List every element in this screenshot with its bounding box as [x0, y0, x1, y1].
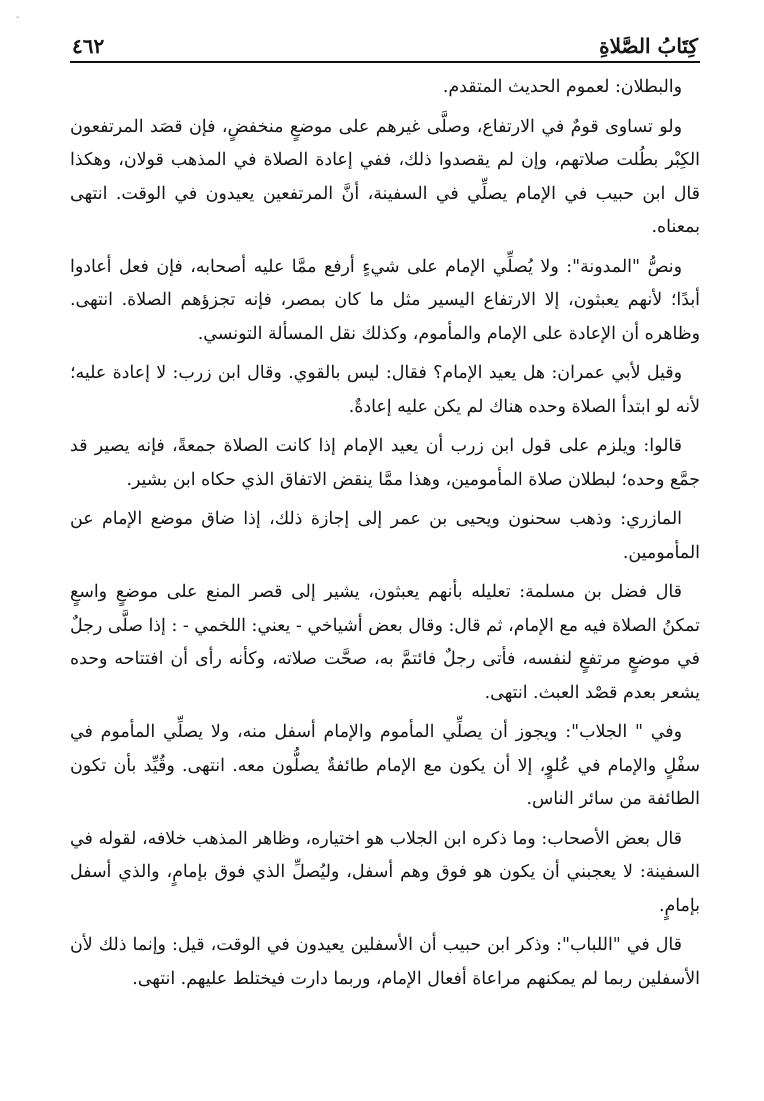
paragraph: ونصُّ "المدونة": ولا يُصلِّي الإمام على شيءٍ أرفع ممَّا عليه أصحابه، فإن فعل أعادوا أبدًا؛ لأنهم يعبثون، إلا الارتفاع اليسير مثل ما كان بمصر، فإنه تجزؤهم الصلاة. انتهى. وظاهره أن الإعادة على الإمام والمأموم، وكذلك نقل المسألة التونسي.	[70, 256, 700, 344]
running-head	[70, 24, 700, 63]
paragraph: المازري: وذهب سحنون ويحيى بن عمر إلى إجازة ذلك، إذا ضاق موضع الإمام عن المأمومين.	[70, 509, 700, 563]
paragraph: قال بعض الأصحاب: وما ذكره ابن الجلاب هو اختياره، وظاهر المذهب خلافه، لقوله في السفينة: لا يعجبني أن يكون هو فوق وهم أسفل، وليُصلِّ الذي فوق بإمامٍ، والذي أسفل بإمامٍ.	[70, 828, 700, 916]
edge-mark: -	[16, 12, 20, 23]
body-text	[70, 71, 700, 996]
paragraph: وقيل لأبي عمران: هل يعيد الإمام؟ فقال: ليس بالقوي. وقال ابن زرب: لا إعادة عليه؛ لأنه لو ابتدأ الصلاة وحده هناك لم يكن عليه إعادةٌ.	[70, 363, 700, 417]
book-title: كِتَابُ الصَّلاةِ	[599, 34, 698, 58]
paragraph: وفي " الجلاب": ويجوز أن يصلِّي المأموم والإمام أسفل منه، ولا يصلِّي المأموم في سفْلٍ والإمام في عُلوٍ، إلا أن يكون مع الإمام طائفةٌ يصلُّون معه. انتهى. وقُيِّد بأن تكون الطائفة من سائر الناس.	[70, 722, 700, 809]
paragraph: ولو تساوى قومٌ في الارتفاع، وصلَّى غيرهم على موضعٍ منخفضٍ، فإن قصَد المرتفعون الكِبْر بطُلت صلاتهم، وإن لم يقصدوا ذلك، ففي إعادة الصلاة في المذهب قولان، وهكذا قال ابن حبيب في الإمام يصلِّي في السفينة، أنَّ المرتفعين يعيدون في الوقت. انتهى بمعناه.	[70, 116, 700, 237]
paragraph: قال فضل بن مسلمة: تعليله بأنهم يعبثون، يشير إلى قصر المنع على موضعٍ واسعٍ تمكنُ الصلاة فيه مع الإمام، ثم قال: وقال بعض أشياخي - يعني: اللخمي - : إذا صلَّى رجلٌ في موضعٍ مرتفعٍ لنفسه، فأتى رجلٌ فائتمَّ به، صحَّت صلاته، وكأنه رأى أن افتتاحه وحده يشعر بعدم قصْد العبث. انتهى.	[70, 582, 700, 703]
page-number: ٤٦٢	[72, 34, 105, 58]
paragraph: قال في "اللباب": وذكر ابن حبيب أن الأسفلين يعيدون في الوقت، قيل: وإنما ذلك لأن الأسفلين ربما لم يمكنهم مراعاة أفعال الإمام، وربما دارت فيختلط عليهم. انتهى.	[70, 935, 700, 989]
paragraph: والبطلان: لعموم الحديث المتقدم.	[442, 77, 682, 97]
paragraph: قالوا: ويلزم على قول ابن زرب أن يعيد الإمام إذا كانت الصلاة جمعةً، فإنه يصير قد جمَّع وحده؛ لبطلان صلاة المأمومين، وهذا ممَّا ينقض الاتفاق الذي حكاه ابن بشير.	[70, 436, 700, 490]
